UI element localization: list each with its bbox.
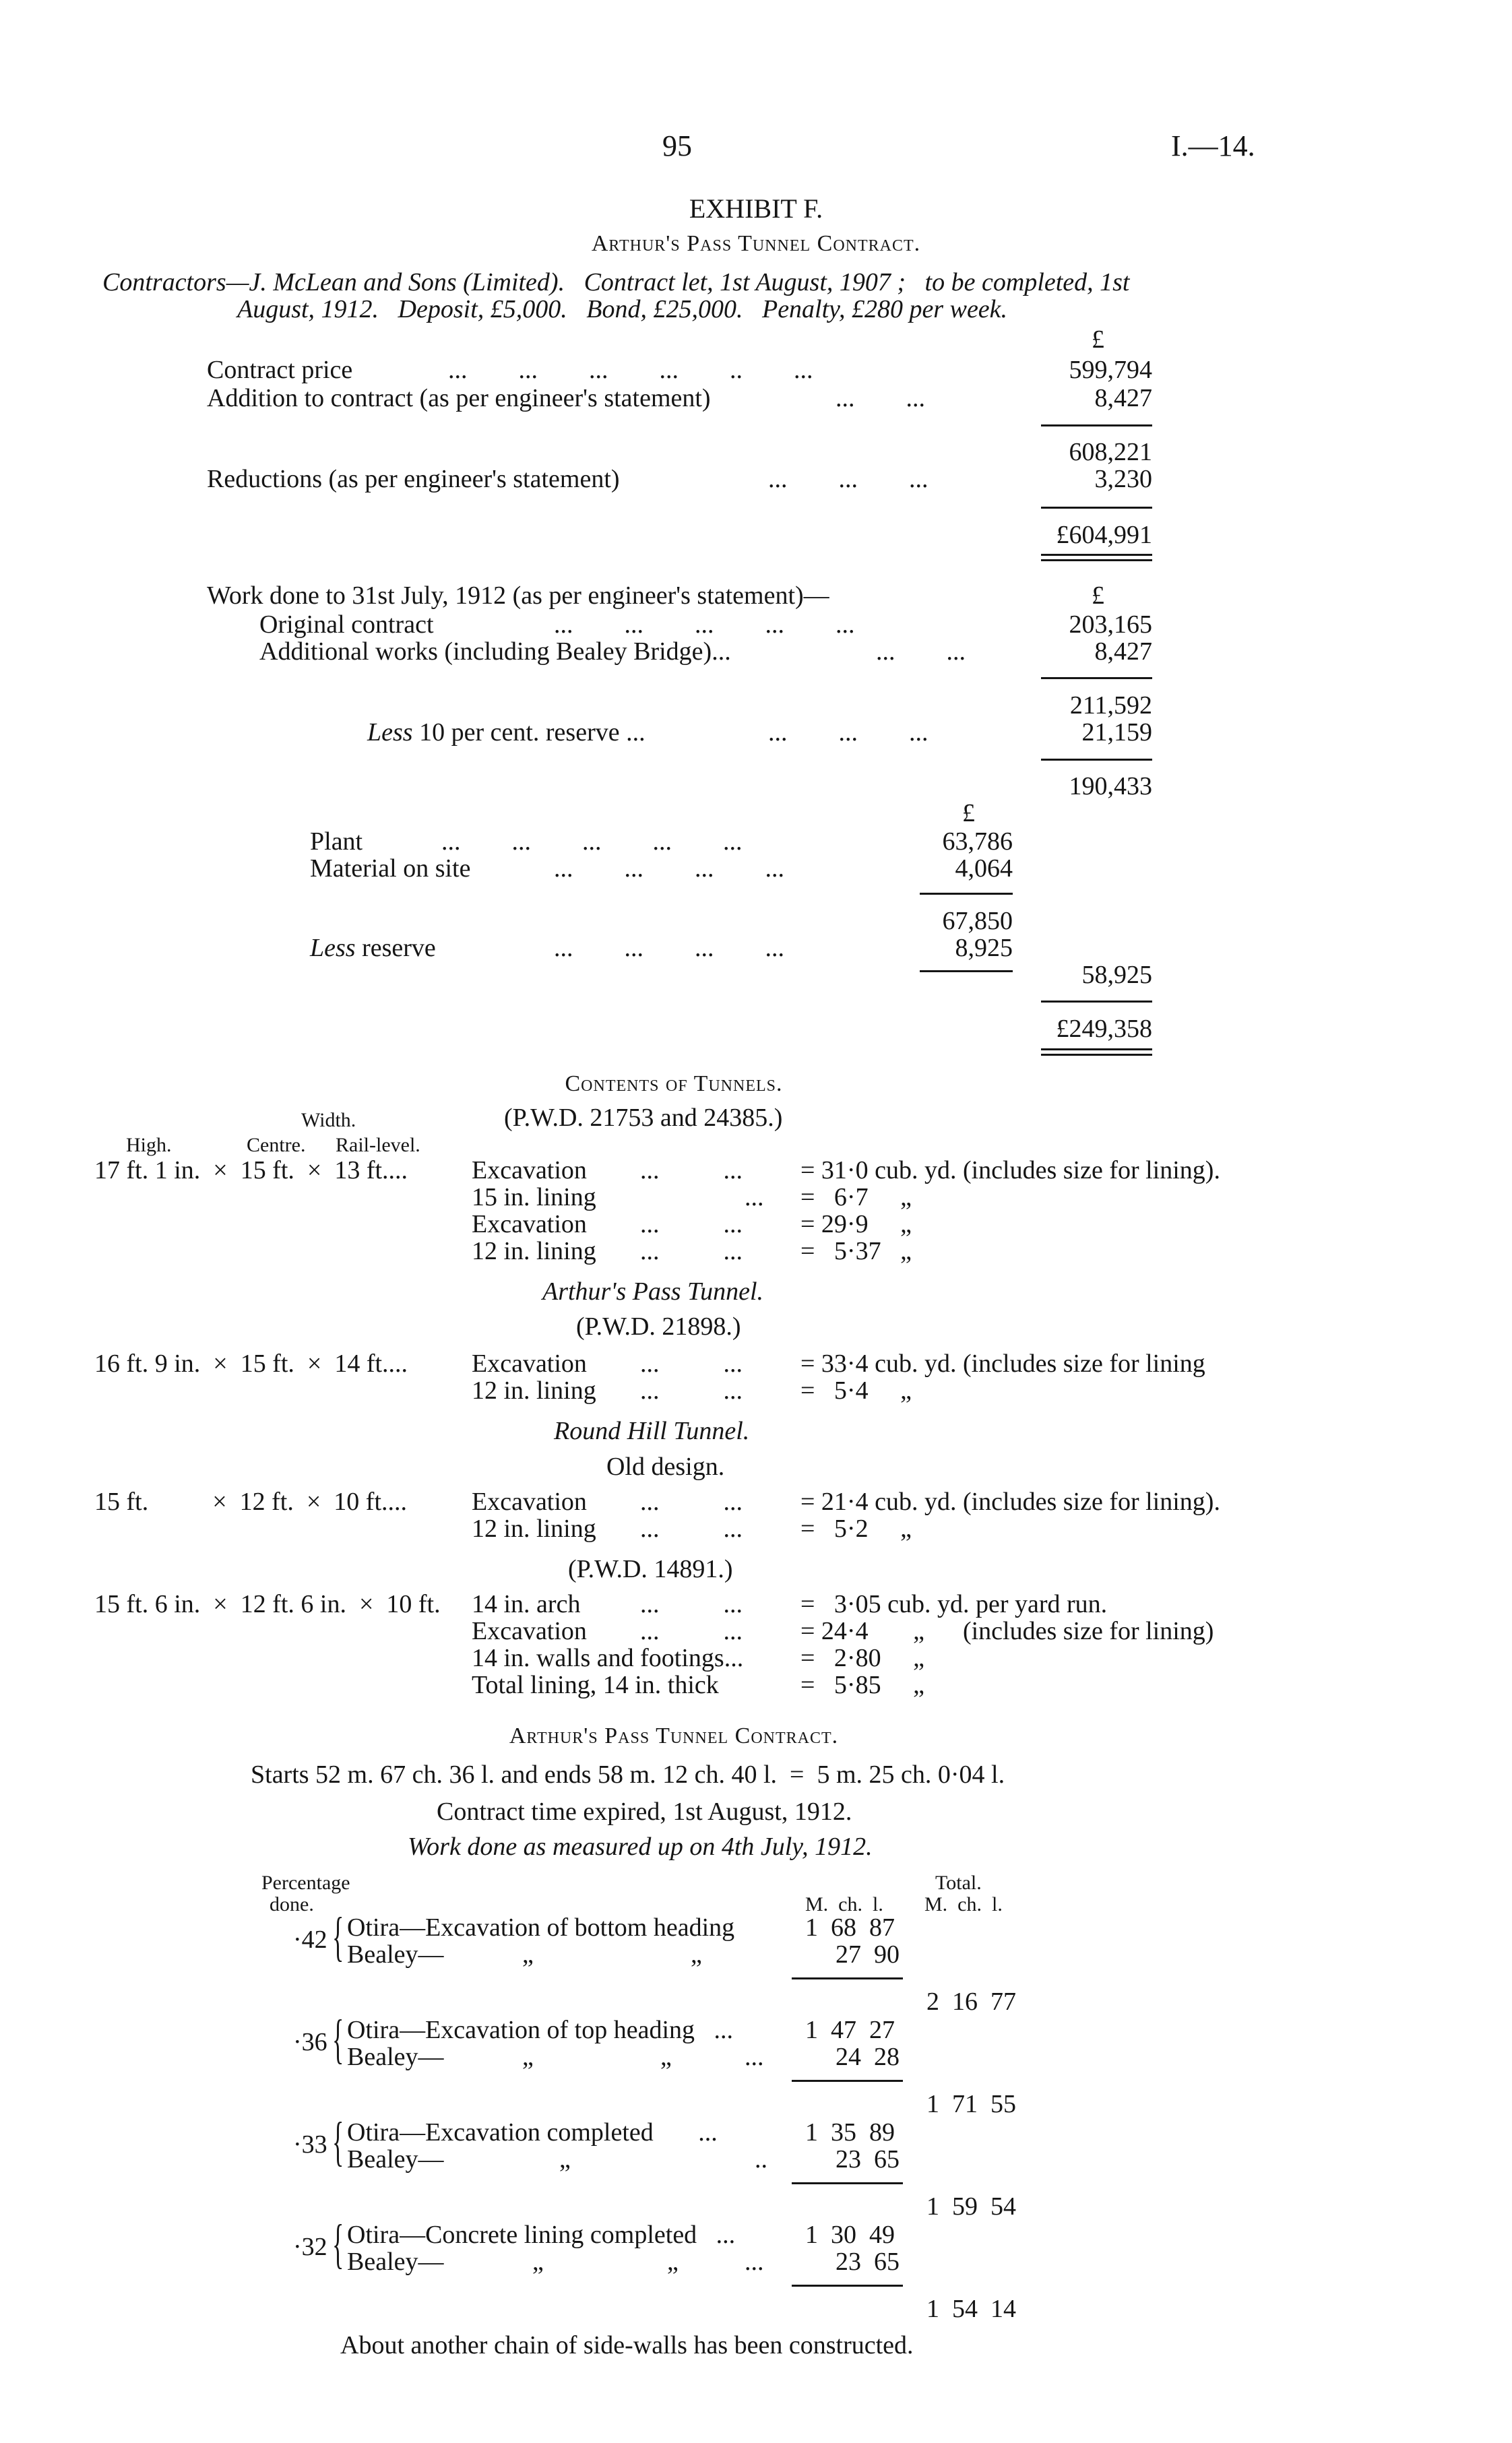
leader-dots: ... ... ... ... bbox=[554, 934, 784, 962]
leader-dots: .. bbox=[755, 2145, 767, 2174]
tunnel-dimensions: 15 ft. 6 in. × 12 ft. 6 in. × 10 ft. bbox=[94, 1590, 441, 1618]
tunnel-item-label: Excavation bbox=[472, 1488, 587, 1516]
rule bbox=[792, 2080, 903, 2082]
tunnel-item-value: = 5·37 „ bbox=[800, 1237, 912, 1265]
paper-reference: I.—14. bbox=[1171, 129, 1255, 162]
bealey-label: Bealey— bbox=[347, 2043, 444, 2071]
otira-value: 1 68 87 bbox=[805, 1913, 895, 1942]
leader-dots: ... ... ... ... ... bbox=[554, 610, 855, 639]
contractors-line-1: Contractors—J. McLean and Sons (Limited). Contract let, 1st August, 1907 ; to be completed, 1st bbox=[102, 268, 1130, 296]
leader-dots: ... ... bbox=[836, 384, 925, 412]
row-total: 1 54 14 bbox=[926, 2295, 1016, 2323]
tunnel-item-label: Excavation bbox=[472, 1617, 587, 1645]
col-total: Total. bbox=[935, 1872, 982, 1894]
row-total: 2 16 77 bbox=[926, 1988, 1016, 2016]
bealey-value: 27 90 bbox=[836, 1940, 900, 1969]
leader-dots: ... ... ... bbox=[768, 465, 928, 493]
tunnel-item-value: = 5·2 „ bbox=[800, 1515, 912, 1543]
less-reserve-2-text: reserve bbox=[355, 934, 436, 962]
material-label: Material on site bbox=[310, 854, 471, 883]
leader-dots: ... ... bbox=[640, 1515, 743, 1543]
progress-title: Arthur's Pass Tunnel Contract. bbox=[509, 1723, 839, 1748]
leader-dots: ... ... bbox=[640, 1376, 743, 1405]
row-total: 1 59 54 bbox=[926, 2192, 1016, 2221]
tunnel-item-label: Excavation bbox=[472, 1350, 587, 1378]
arthurs-pass-heading: Arthur's Pass Tunnel. bbox=[542, 1277, 764, 1306]
contract-price-label: Contract price bbox=[207, 356, 353, 384]
bealey-value: 23 65 bbox=[836, 2248, 900, 2276]
rule bbox=[1041, 1001, 1152, 1003]
less-reserve-value: 21,159 bbox=[1081, 718, 1152, 747]
leader-dots: ... bbox=[745, 2248, 764, 2276]
grand-total: £249,358 bbox=[1056, 1015, 1152, 1043]
currency-symbol: £ bbox=[962, 799, 975, 827]
double-rule bbox=[1041, 554, 1152, 561]
starts-line: Starts 52 m. 67 ch. 36 l. and ends 58 m. 12 ch. 40 l. = 5 m. 25 ch. 0·04 l. bbox=[251, 1760, 1005, 1789]
ditto-mark: „ bbox=[522, 2043, 534, 2071]
less-word: Less bbox=[367, 718, 413, 747]
leader-dots: ... bbox=[745, 2043, 764, 2071]
percentage-done: ·42 bbox=[293, 1926, 327, 1954]
less-word: Less bbox=[310, 934, 356, 962]
less-reserve-2-value: 8,925 bbox=[955, 934, 1013, 962]
col-total-mchl: M. ch. l. bbox=[924, 1893, 1003, 1915]
percentage-done: ·32 bbox=[293, 2233, 327, 2261]
tunnel-item-value: = 31·0 cub. yd. (includes size for lining). bbox=[800, 1156, 1220, 1184]
tunnel-item-value: = 24·4 „ (includes size for lining) bbox=[800, 1617, 1214, 1645]
brace-glyph: { bbox=[332, 1907, 344, 1967]
col-rail-level: Rail-level. bbox=[336, 1134, 420, 1156]
rule bbox=[1041, 677, 1152, 679]
tunnel-dimensions: 17 ft. 1 in. × 15 ft. × 13 ft.... bbox=[94, 1156, 408, 1184]
otira-value: 1 35 89 bbox=[805, 2118, 895, 2147]
ditto-mark: „ bbox=[532, 2248, 544, 2276]
exhibit-title: EXHIBIT F. bbox=[689, 193, 823, 224]
ditto-mark: „ bbox=[522, 1940, 534, 1969]
plant-material-total: 67,850 bbox=[942, 907, 1013, 935]
contractors-line-2: August, 1912. Deposit, £5,000. Bond, £25,000. Penalty, £280 per week. bbox=[237, 295, 1008, 323]
col-mchl: M. ch. l. bbox=[805, 1893, 883, 1915]
otira-label: Otira—Excavation of bottom heading bbox=[347, 1913, 735, 1942]
tunnel-item-value: = 5·4 „ bbox=[800, 1376, 912, 1405]
leader-dots: ... ... bbox=[640, 1488, 743, 1516]
row-total: 1 71 55 bbox=[926, 2090, 1016, 2118]
percentage-done: ·36 bbox=[293, 2028, 327, 2056]
plant-value: 63,786 bbox=[942, 827, 1013, 856]
leader-dots: ... ... ... bbox=[768, 718, 928, 747]
tunnel-item-label: 12 in. lining bbox=[472, 1237, 596, 1265]
leader-dots: ... ... ... ... bbox=[554, 854, 784, 883]
leader-dots: ... ... ... ... .. ... bbox=[448, 356, 813, 384]
pwd-14891-ref: (P.W.D. 14891.) bbox=[568, 1555, 733, 1583]
leader-dots: ... ... bbox=[640, 1350, 743, 1378]
contract-price: 599,794 bbox=[1069, 356, 1152, 384]
additional-works-value: 8,427 bbox=[1094, 637, 1152, 666]
ditto-mark: „ bbox=[667, 2248, 679, 2276]
bealey-label: Bealey— bbox=[347, 2248, 444, 2276]
tunnel-item-label: Total lining, 14 in. thick bbox=[472, 1671, 719, 1699]
tunnel-item-label: Excavation bbox=[472, 1156, 587, 1184]
footnote: About another chain of side-walls has been constructed. bbox=[340, 2331, 914, 2359]
brace-glyph: { bbox=[332, 2215, 344, 2274]
bealey-label: Bealey— bbox=[347, 2145, 444, 2174]
otira-label: Otira—Excavation of top heading ... bbox=[347, 2016, 734, 2044]
tunnel-item-label: 15 in. lining bbox=[472, 1183, 596, 1211]
addition-label: Addition to contract (as per engineer's statement) bbox=[207, 384, 711, 412]
bealey-value: 24 28 bbox=[836, 2043, 900, 2071]
tunnel-item-label: 12 in. lining bbox=[472, 1515, 596, 1543]
currency-symbol: £ bbox=[1092, 581, 1104, 610]
tunnel-item-label: Excavation bbox=[472, 1210, 587, 1238]
tunnels-title: Contents of Tunnels. bbox=[565, 1071, 783, 1096]
ditto-mark: „ bbox=[691, 1940, 702, 1969]
rule bbox=[1041, 507, 1152, 509]
brace-glyph: { bbox=[332, 2010, 344, 2069]
col-percentage: Percentage bbox=[261, 1872, 350, 1894]
reductions-value: 3,230 bbox=[1094, 465, 1152, 493]
tunnel-item-value: = 6·7 „ bbox=[800, 1183, 912, 1211]
leader-dots: ... ... bbox=[640, 1590, 743, 1618]
material-value: 4,064 bbox=[955, 854, 1013, 883]
tunnel-item-value: = 2·80 „ bbox=[800, 1644, 924, 1672]
otira-value: 1 47 27 bbox=[805, 2016, 895, 2044]
contract-title: Arthur's Pass Tunnel Contract. bbox=[591, 231, 921, 256]
additional-works-label: Additional works (including Bealey Bridge)... bbox=[259, 637, 731, 666]
less-reserve-label bbox=[367, 720, 645, 745]
leader-dots: ... ... bbox=[640, 1237, 743, 1265]
old-design-label: Old design. bbox=[606, 1453, 725, 1481]
bealey-value: 23 65 bbox=[836, 2145, 900, 2174]
plant-label: Plant bbox=[310, 827, 363, 856]
rule bbox=[1041, 759, 1152, 761]
subtotal-2: 211,592 bbox=[1069, 691, 1152, 720]
reductions-label: Reductions (as per engineer's statement) bbox=[207, 465, 620, 493]
col-done: done. bbox=[270, 1893, 314, 1915]
bealey-label: Bealey— bbox=[347, 1940, 444, 1969]
leader-dots: ... ... ... ... ... bbox=[441, 827, 743, 856]
leader-dots: ... ... bbox=[640, 1210, 743, 1238]
brace-glyph: { bbox=[332, 2112, 344, 2171]
rule bbox=[920, 893, 1013, 895]
tunnel-item-label: 12 in. lining bbox=[472, 1376, 596, 1405]
total-1: £604,991 bbox=[1056, 521, 1152, 549]
otira-label: Otira—Concrete lining completed ... bbox=[347, 2221, 736, 2249]
col-high: High. bbox=[126, 1134, 172, 1156]
contract-expired: Contract time expired, 1st August, 1912. bbox=[437, 1798, 852, 1826]
tunnel-item-value: = 21·4 cub. yd. (includes size for lining). bbox=[800, 1488, 1220, 1516]
page-number: 95 bbox=[662, 129, 692, 162]
plant-net-value: 58,925 bbox=[1081, 961, 1152, 989]
tunnel-item-value: = 5·85 „ bbox=[800, 1671, 924, 1699]
rule bbox=[1041, 424, 1152, 426]
less-reserve-2-label bbox=[310, 935, 436, 961]
otira-value: 1 30 49 bbox=[805, 2221, 895, 2249]
ditto-mark: „ bbox=[660, 2043, 672, 2071]
leader-dots: ... bbox=[745, 1183, 764, 1211]
less-reserve-text: 10 per cent. reserve ... bbox=[412, 718, 645, 747]
round-hill-heading: Round Hill Tunnel. bbox=[554, 1417, 750, 1445]
tunnel-dimensions: 16 ft. 9 in. × 15 ft. × 14 ft.... bbox=[94, 1350, 408, 1378]
leader-dots: ... ... bbox=[640, 1617, 743, 1645]
otira-label: Otira—Excavation completed ... bbox=[347, 2118, 718, 2147]
tunnel-item-label: 14 in. walls and footings... bbox=[472, 1644, 744, 1672]
rule bbox=[792, 2182, 903, 2184]
rule bbox=[792, 1977, 903, 1979]
tunnel-item-label: 14 in. arch bbox=[472, 1590, 581, 1618]
subtotal-1: 608,221 bbox=[1069, 438, 1152, 466]
addition-value: 8,427 bbox=[1094, 384, 1152, 412]
double-rule bbox=[1041, 1048, 1152, 1056]
tunnel-item-value: = 29·9 „ bbox=[800, 1210, 912, 1238]
rule bbox=[792, 2285, 903, 2287]
col-centre: Centre. bbox=[247, 1134, 306, 1156]
leader-dots: ... ... bbox=[640, 1156, 743, 1184]
work-measured: Work done as measured up on 4th July, 1912. bbox=[408, 1833, 873, 1861]
rule bbox=[920, 970, 1013, 972]
tunnel-item-value: = 3·05 cub. yd. per yard run. bbox=[800, 1590, 1108, 1618]
currency-symbol: £ bbox=[1092, 325, 1104, 354]
original-contract-value: 203,165 bbox=[1069, 610, 1152, 639]
tunnels-pwd-ref: (P.W.D. 21753 and 24385.) bbox=[504, 1104, 783, 1132]
work-done-label: Work done to 31st July, 1912 (as per engineer's statement)— bbox=[207, 581, 829, 610]
leader-dots: ... ... bbox=[876, 637, 966, 666]
net-work-value: 190,433 bbox=[1069, 772, 1152, 800]
original-contract-label: Original contract bbox=[259, 610, 434, 639]
tunnel-dimensions: 15 ft. × 12 ft. × 10 ft.... bbox=[94, 1488, 407, 1516]
arthurs-pass-ref: (P.W.D. 21898.) bbox=[576, 1312, 741, 1341]
ditto-mark: „ bbox=[559, 2145, 571, 2174]
col-width: Width. bbox=[301, 1109, 356, 1131]
percentage-done: ·33 bbox=[293, 2130, 327, 2159]
tunnel-item-value: = 33·4 cub. yd. (includes size for lining bbox=[800, 1350, 1205, 1378]
